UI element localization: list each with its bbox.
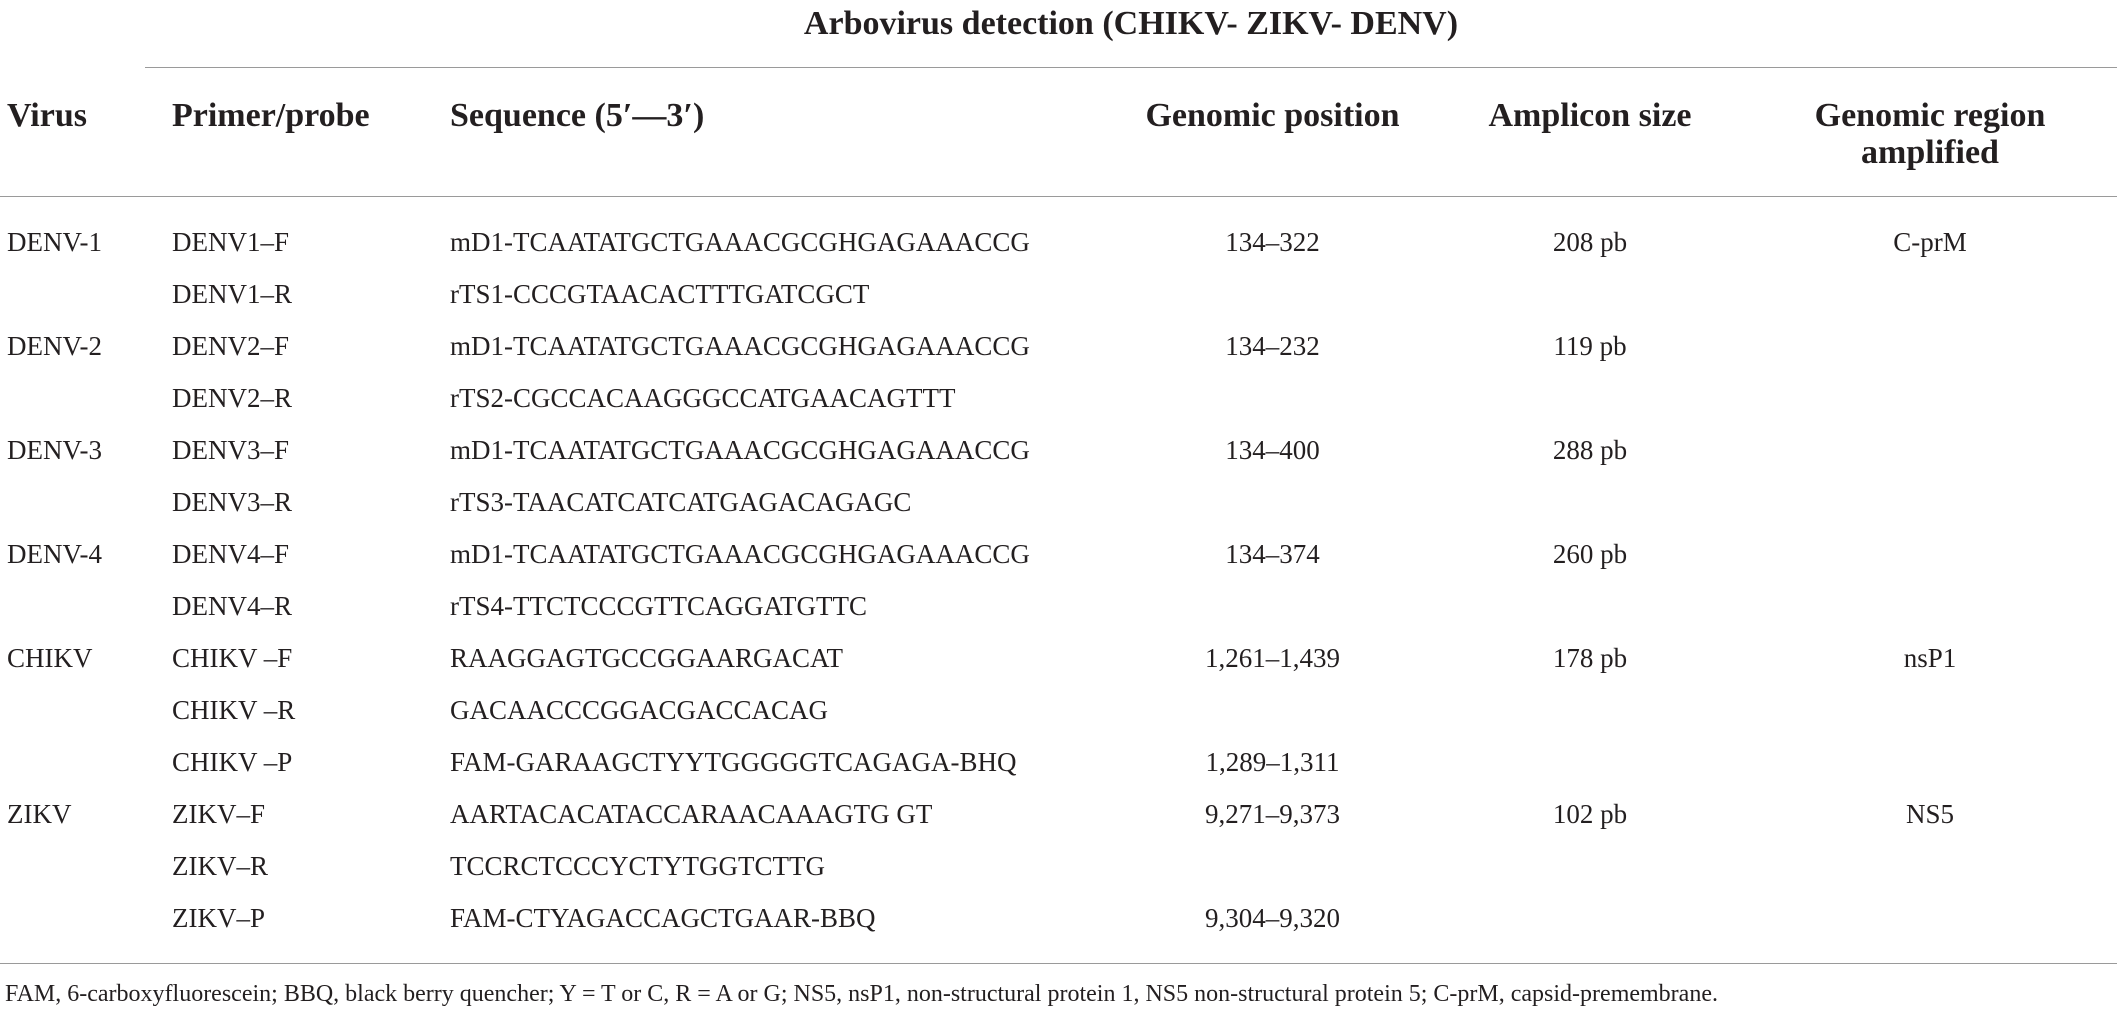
position-cell: 134–374	[1225, 539, 1320, 569]
table-row	[0, 216, 2117, 268]
primer-cell: CHIKV –P	[172, 747, 293, 777]
region-cell	[1770, 840, 2090, 892]
header-genomic-region-line1: Genomic region	[1814, 97, 2046, 134]
sequence-cell: rTS2-CGCCACAAGGGCCATGAACAGTTT	[450, 383, 956, 413]
amplicon-cell	[1470, 736, 1710, 788]
primer-cell: DENV1–F	[172, 227, 290, 257]
position-cell	[1120, 684, 1425, 736]
table-row	[0, 684, 2117, 736]
sequence-cell: RAAGGAGTGCCGGAARGACAT	[450, 643, 844, 673]
primer-cell: DENV3–F	[172, 435, 290, 465]
sequence-cell: rTS1-CCCGTAACACTTTGATCGCT	[450, 279, 870, 309]
primer-cell: CHIKV –F	[172, 643, 293, 673]
amplicon-cell	[1470, 268, 1710, 320]
sequence-cell: AARTACACATACCARAACAAAGTG GT	[450, 799, 933, 829]
table-row	[0, 424, 2117, 476]
table-row	[0, 788, 2117, 840]
primer-cell: ZIKV–R	[172, 851, 268, 881]
table-row	[0, 476, 2117, 528]
primer-cell: DENV2–F	[172, 331, 290, 361]
virus-cell: CHIKV	[7, 643, 93, 673]
position-cell: 134–400	[1225, 435, 1320, 465]
primer-cell: DENV1–R	[172, 279, 292, 309]
amplicon-cell	[1470, 684, 1710, 736]
region-cell: nsP1	[1903, 643, 1957, 673]
sequence-cell: FAM-GARAAGCTYYTGGGGGTCAGAGA-BHQ	[450, 747, 1017, 777]
position-cell: 9,304–9,320	[1205, 903, 1340, 933]
table-row	[0, 528, 2117, 580]
sequence-cell: rTS3-TAACATCATCATGAGACAGAGC	[450, 487, 912, 517]
primer-cell: DENV4–R	[172, 591, 292, 621]
position-cell: 9,271–9,373	[1205, 799, 1340, 829]
header-amplicon-size: Amplicon size	[1488, 97, 1692, 134]
table-row	[0, 580, 2117, 632]
primer-cell: ZIKV–F	[172, 799, 265, 829]
table-footnote: FAM, 6-carboxyfluorescein; BBQ, black berry quencher; Y = T or C, R = A or G; NS5, nsP1, non-structural protein 1, NS5 non-structural protein 5; C-prM, capsid-premembrane.	[5, 981, 1718, 1007]
region-cell	[1770, 892, 2090, 944]
bottom-rule	[0, 963, 2117, 964]
table-row	[0, 372, 2117, 424]
sequence-cell: GACAACCCGGACGACCACAG	[450, 695, 829, 725]
position-cell: 134–232	[1225, 331, 1320, 361]
group-header: Arbovirus detection (CHIKV- ZIKV- DENV)	[803, 5, 1459, 42]
primer-cell: DENV2–R	[172, 383, 292, 413]
region-cell: C-prM	[1893, 227, 1967, 257]
position-cell	[1120, 580, 1425, 632]
region-cell	[1770, 424, 2090, 476]
table-row	[0, 736, 2117, 788]
table-row	[0, 632, 2117, 684]
amplicon-cell	[1470, 476, 1710, 528]
virus-cell: DENV-3	[7, 435, 103, 465]
sequence-cell: mD1-TCAATATGCTGAAACGCGHGAGAAACCG	[450, 539, 1030, 569]
amplicon-cell: 102 pb	[1552, 799, 1628, 829]
amplicon-cell: 178 pb	[1552, 643, 1628, 673]
primer-cell: DENV4–F	[172, 539, 290, 569]
position-cell	[1120, 268, 1425, 320]
amplicon-cell: 260 pb	[1552, 539, 1628, 569]
header-virus: Virus	[7, 97, 87, 134]
region-cell	[1770, 476, 2090, 528]
amplicon-cell: 288 pb	[1552, 435, 1628, 465]
position-cell	[1120, 372, 1425, 424]
header-primer-probe: Primer/probe	[172, 97, 370, 134]
sequence-cell: rTS4-TTCTCCCGTTCAGGATGTTC	[450, 591, 867, 621]
position-cell	[1120, 840, 1425, 892]
virus-cell: ZIKV	[7, 799, 72, 829]
table-row	[0, 840, 2117, 892]
region-cell	[1770, 528, 2090, 580]
virus-cell: DENV-2	[7, 331, 103, 361]
position-cell: 1,289–1,311	[1205, 747, 1340, 777]
amplicon-cell	[1470, 580, 1710, 632]
sequence-cell: TCCRCTCCCYCTYTGGTCTTG	[450, 851, 826, 881]
region-cell: NS5	[1905, 799, 1954, 829]
table-row	[0, 320, 2117, 372]
amplicon-cell	[1470, 892, 1710, 944]
position-cell: 1,261–1,439	[1205, 643, 1340, 673]
region-cell	[1770, 268, 2090, 320]
region-cell	[1770, 320, 2090, 372]
sequence-cell: FAM-CTYAGACCAGCTGAAR-BBQ	[450, 903, 876, 933]
position-cell: 134–322	[1225, 227, 1320, 257]
sequence-cell: mD1-TCAATATGCTGAAACGCGHGAGAAACCG	[450, 331, 1030, 361]
header-genomic-position: Genomic position	[1145, 97, 1400, 134]
spanner-rule	[145, 67, 2117, 68]
header-genomic-region-line2: amplified	[1861, 134, 1999, 171]
position-cell	[1120, 476, 1425, 528]
table-row	[0, 268, 2117, 320]
region-cell	[1770, 580, 2090, 632]
sequence-cell: mD1-TCAATATGCTGAAACGCGHGAGAAACCG	[450, 435, 1030, 465]
amplicon-cell: 119 pb	[1553, 331, 1627, 361]
virus-cell: DENV-4	[7, 539, 103, 569]
table-row	[0, 892, 2117, 944]
primer-cell: CHIKV –R	[172, 695, 296, 725]
amplicon-cell	[1470, 840, 1710, 892]
virus-cell: DENV-1	[7, 227, 103, 257]
header-sequence: Sequence (5′—3′)	[450, 97, 705, 134]
primer-cell: DENV3–R	[172, 487, 292, 517]
region-cell	[1770, 372, 2090, 424]
region-cell	[1770, 736, 2090, 788]
amplicon-cell	[1470, 372, 1710, 424]
header-genomic-region	[1770, 97, 2090, 171]
region-cell	[1770, 684, 2090, 736]
sequence-cell: mD1-TCAATATGCTGAAACGCGHGAGAAACCG	[450, 227, 1030, 257]
header-rule	[0, 196, 2117, 197]
primer-cell: ZIKV–P	[172, 903, 265, 933]
amplicon-cell: 208 pb	[1552, 227, 1628, 257]
